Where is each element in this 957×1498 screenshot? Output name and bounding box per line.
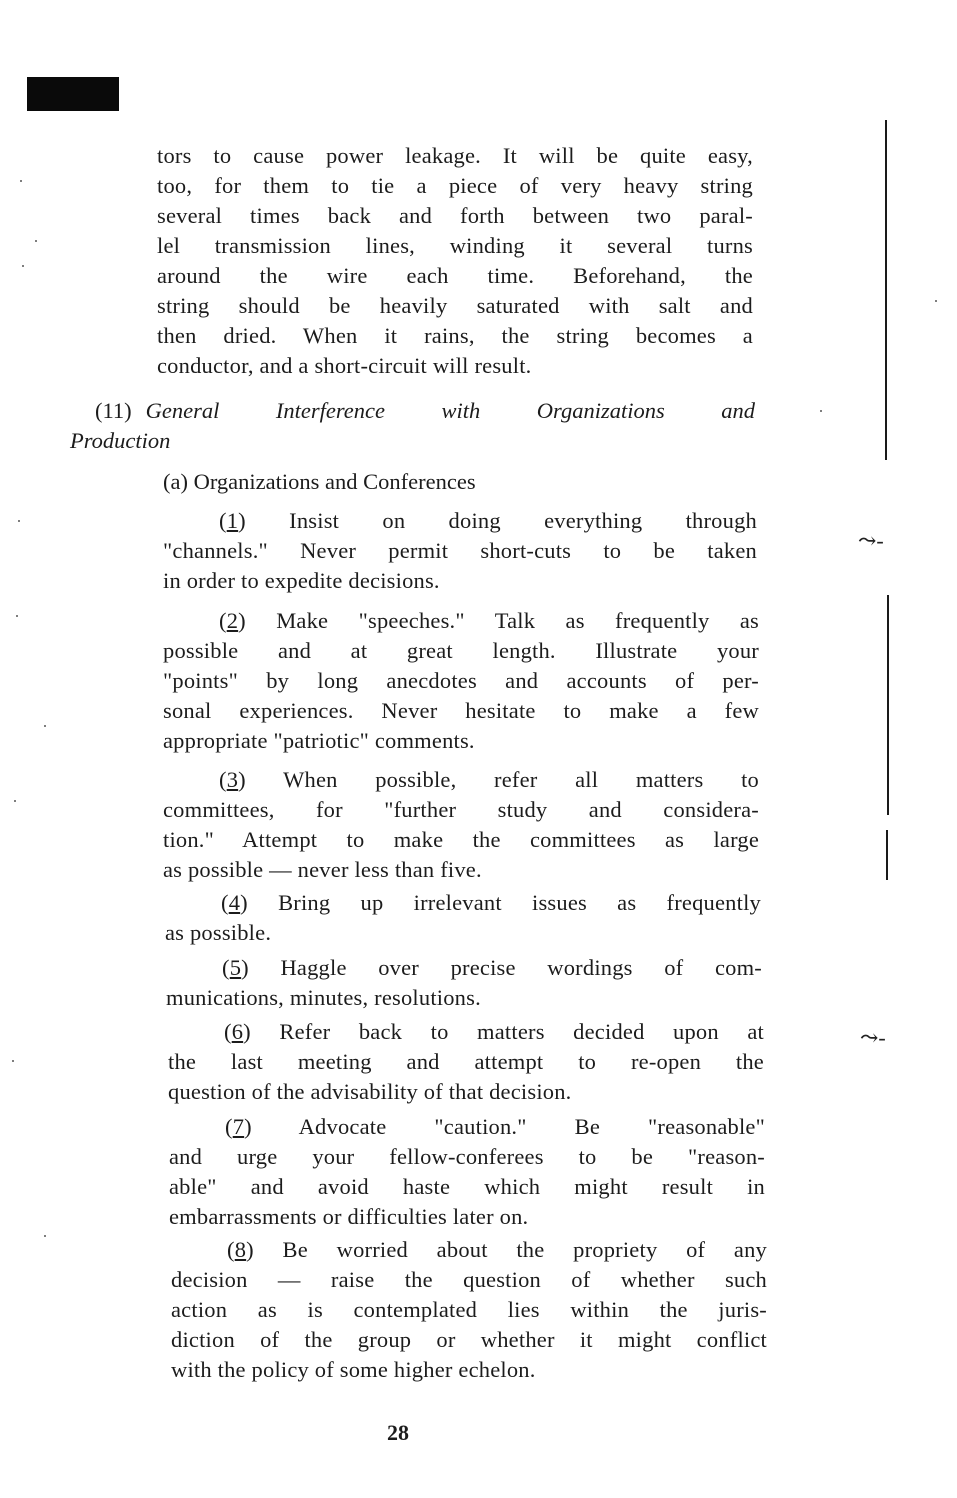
text-line [163,506,757,536]
item-text: Make "speeches." Talk as frequently as [276,608,759,633]
text-line: conductor, and a short-circuit will result. [157,353,532,378]
item-paren: ( [221,890,229,915]
text-line: diction of the group or whether it might conflict [171,1327,767,1352]
text-line: several times back and forth between two paral- [157,203,753,228]
text-line: tors to cause power leakage. It will be quite easy, [157,143,753,168]
text-line: in order to expedite decisions. [163,568,440,593]
item-paren: ) [240,890,279,915]
text-line: the last meeting and attempt to re-open the [168,1049,764,1074]
item-paren: ) [246,1237,283,1262]
item-paren: ( [219,608,227,633]
text-line: possible and at great length. Illustrate your [163,638,759,663]
margin-rule-top [885,120,887,460]
scan-speck [44,1235,46,1237]
text-line: string should be heavily saturated with salt and [157,293,753,318]
scan-speck [35,240,37,242]
margin-rule-middle [887,595,889,815]
section-title-line1: General Interference with Organizations and [145,398,755,423]
item-text: Insist on doing everything through [289,508,757,533]
subsection-heading: (a) Organizations and Conferences [163,469,476,494]
item-number: 3 [226,767,239,792]
list-item [169,1112,765,1232]
item-text: Bring up irrelevant issues as frequently [278,890,761,915]
item-paren: ) [244,1114,299,1139]
item-text: Refer back to matters decided upon at [279,1019,764,1044]
item-number: 8 [234,1237,247,1262]
scan-speck [22,265,24,267]
section-number: (11) [95,398,132,423]
list-item [171,1235,767,1385]
text-line [166,953,762,983]
item-paren: ( [219,767,227,792]
text-line: too, for them to tie a piece of very heavy string [157,173,753,198]
item-paren: ( [227,1237,235,1262]
list-item [165,888,761,948]
text-line [168,1017,764,1047]
text-line [169,1112,765,1142]
scan-speck [820,410,822,412]
item-paren: ) [238,608,277,633]
item-number: 2 [226,608,239,633]
text-line: embarrassments or difficulties later on. [169,1204,529,1229]
margin-rule-lower [886,830,888,880]
text-line: appropriate "patriotic" comments. [163,728,475,753]
scan-speck [16,615,18,617]
scan-speck [935,300,937,302]
text-line: committees, for "further study and considera- [163,797,759,822]
list-item [163,606,759,756]
item-paren: ) [241,955,281,980]
text-line: then dried. When it rains, the string becomes a [157,323,753,348]
text-line: as possible. [165,920,272,945]
item-paren: ) [243,1019,280,1044]
text-line [163,606,759,636]
item-paren: ( [224,1019,232,1044]
scan-speck [20,180,22,182]
text-line: decision — raise the question of whether such [171,1267,767,1292]
margin-clip-mark-top: ⤳‐ [858,528,884,553]
redaction-bar [27,77,119,111]
scan-speck [14,800,16,802]
page-number: 28 [387,1420,409,1445]
list-item [168,1017,764,1107]
text-line: as possible — never less than five. [163,857,482,882]
item-text: Advocate "caution." Be "reasonable" [298,1114,765,1139]
text-line [163,765,759,795]
text-line: sonal experiences. Never hesitate to make a few [163,698,759,723]
text-line: "channels." Never permit short-cuts to be taken [163,538,757,563]
text-line: tion." Attempt to make the committees as large [163,827,759,852]
section-title-line2: Production [70,428,171,453]
item-text: Be worried about the propriety of any [282,1237,767,1262]
text-line: and urge your fellow-conferees to be "reason- [169,1144,765,1169]
text-line: lel transmission lines, winding it several turns [157,233,753,258]
text-line [165,888,761,918]
list-item [166,953,762,1013]
item-number: 7 [232,1114,245,1139]
text-line: able" and avoid haste which might result in [169,1174,765,1199]
item-number: 4 [228,890,241,915]
item-number: 6 [231,1019,244,1044]
intro-paragraph [157,141,753,381]
item-paren: ) [238,508,290,533]
margin-clip-mark-bottom: ⤳‐ [860,1025,886,1050]
text-line [171,1235,767,1265]
text-line: action as is contemplated lies within the juris- [171,1297,767,1322]
text-line: around the wire each time. Beforehand, the [157,263,753,288]
item-paren: ( [225,1114,233,1139]
text-line: munications, minutes, resolutions. [166,985,481,1010]
scan-speck [18,520,20,522]
scan-speck [44,725,46,727]
item-number: 5 [229,955,242,980]
list-item [163,765,759,885]
list-item [163,506,757,596]
section-heading [95,396,755,426]
text-line: with the policy of some higher echelon. [171,1357,536,1382]
item-paren: ( [222,955,230,980]
item-text: When possible, refer all matters to [283,767,759,792]
scan-speck [12,1060,14,1062]
item-number: 1 [226,508,239,533]
item-paren: ) [238,767,284,792]
text-line: "points" by long anecdotes and accounts of per- [163,668,759,693]
text-line: question of the advisability of that decision. [168,1079,572,1104]
item-text: Haggle over precise wordings of com- [280,955,762,980]
item-paren: ( [219,508,227,533]
